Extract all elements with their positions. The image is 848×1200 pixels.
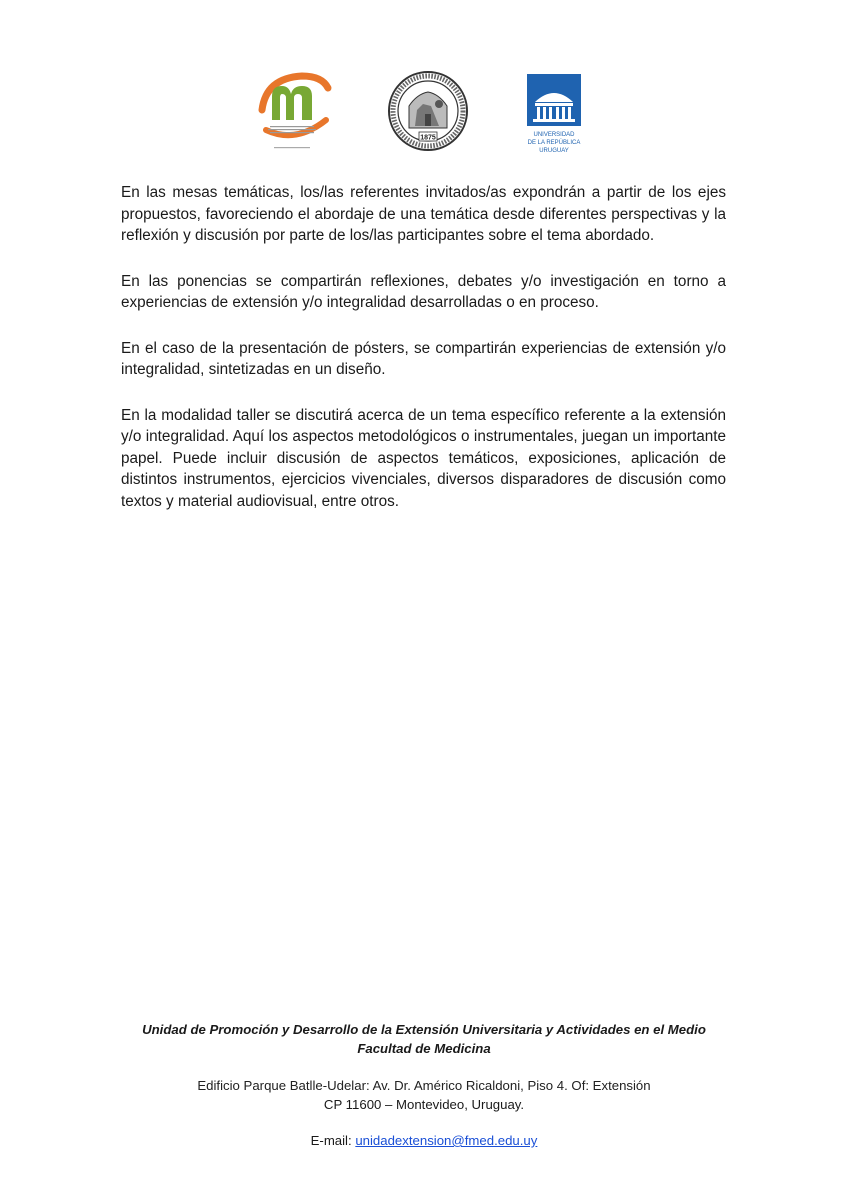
footer-email-link[interactable]: unidadextension@fmed.edu.uy: [355, 1133, 538, 1148]
document-footer: [100, 1021, 748, 1151]
footer-email-label: E-mail:: [310, 1133, 356, 1148]
paragraph-mesas-tematicas: En las mesas temáticas, los/las referentes invitados/as expondrán a partir de los ejes propuestos, favoreciendo el abordaje de una temática desde diferentes perspectivas y la reflexión y discusión por parte de los/las participantes sobre el tema abordado.: [121, 184, 726, 244]
footer-faculty-name: Facultad de Medicina: [357, 1040, 491, 1056]
paragraph-posters: En el caso de la presentación de pósters, se compartirán experiencias de extensión y/o integralidad, sintetizadas en un diseño.: [121, 339, 726, 378]
paragraph-ponencias: En las ponencias se compartirán reflexiones, debates y/o investigación en torno a experiencias de extensión y/o integralidad desarrolladas o en proceso.: [121, 272, 726, 311]
extension-unit-m-logo: [256, 68, 334, 158]
footer-unit-name: Unidad de Promoción y Desarrollo de la Extensión Universitaria y Actividades en el Medio: [142, 1022, 706, 1037]
svg-text:DE LA REPÚBLICA: DE LA REPÚBLICA: [527, 140, 581, 146]
document-body: [121, 182, 726, 536]
footer-email-line: [100, 1132, 748, 1151]
svg-text:1875: 1875: [420, 134, 436, 142]
footer-address: Edificio Parque Batlle-Udelar: Av. Dr. Américo Ricaldoni, Piso 4. Of: Extensión: [197, 1078, 651, 1093]
paragraph-taller: En la modalidad taller se discutirá acerca de un tema específico referente a la extensión y/o integralidad. Aquí los aspectos metodológicos o instrumentales, juegan un importante papel. Puede incluir discusión de aspectos temáticos, exposiciones, aplicación de distintos instrumentos, ejercicios vivenciales, diversos disparadores de discusión como textos y material audiovisual, entre otros.: [121, 406, 726, 510]
header-logos: [0, 68, 848, 160]
udelar-building-logo: [525, 72, 583, 160]
footer-postal-code: CP 11600 – Montevideo, Uruguay.: [323, 1096, 525, 1112]
facultad-de-medicina-seal: [387, 70, 469, 152]
svg-text:URUGUAY: URUGUAY: [539, 148, 569, 154]
svg-text:UNIVERSIDAD: UNIVERSIDAD: [533, 132, 575, 138]
